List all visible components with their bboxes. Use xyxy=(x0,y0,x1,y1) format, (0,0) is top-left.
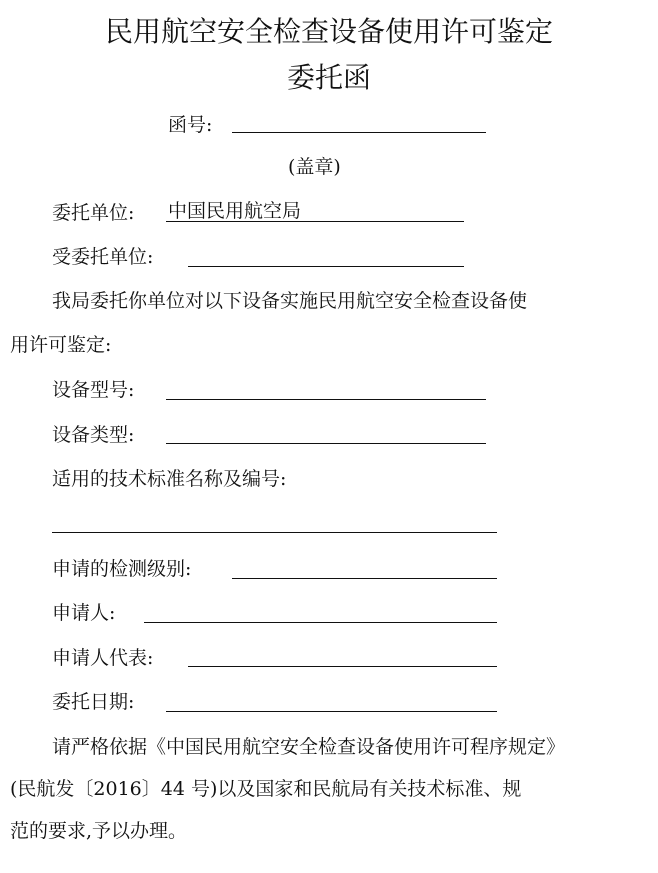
client-label: 委托单位: xyxy=(52,202,135,224)
intro-line1: 我局委托你单位对以下设备实施民用航空安全检查设备使 xyxy=(52,290,528,312)
model-field[interactable] xyxy=(166,399,486,400)
seal-note: (盖章) xyxy=(288,156,341,178)
level-field[interactable] xyxy=(232,578,497,579)
type-field[interactable] xyxy=(166,443,486,444)
document-title-line2: 委托函 xyxy=(286,61,371,94)
model-label: 设备型号: xyxy=(52,379,135,401)
document-title-line1: 民用航空安全检查设备使用许可鉴定 xyxy=(104,15,553,48)
standard-field[interactable] xyxy=(52,532,497,533)
client-value: 中国民用航空局 xyxy=(168,200,302,222)
representative-field[interactable] xyxy=(188,666,497,667)
applicant-label: 申请人: xyxy=(52,602,116,624)
closing-line1: 请严格依据《中国民用航空安全检查设备使用许可程序规定》 xyxy=(52,736,566,758)
standard-label: 适用的技术标准名称及编号: xyxy=(52,468,287,490)
letter-no-label: 函号: xyxy=(168,114,213,136)
closing-line3: 范的要求,予以办理。 xyxy=(10,820,188,842)
contractor-field[interactable] xyxy=(188,266,464,267)
client-field[interactable] xyxy=(166,221,464,222)
date-field[interactable] xyxy=(166,711,497,712)
applicant-field[interactable] xyxy=(144,622,497,623)
contractor-label: 受委托单位: xyxy=(52,246,154,268)
closing-line2: (民航发〔2016〕44 号)以及国家和民航局有关技术标准、规 xyxy=(10,778,522,800)
letter-no-field[interactable] xyxy=(232,132,486,133)
type-label: 设备类型: xyxy=(52,424,135,446)
level-label: 申请的检测级别: xyxy=(52,558,192,580)
date-label: 委托日期: xyxy=(52,691,135,713)
intro-line2: 用许可鉴定: xyxy=(10,334,112,356)
representative-label: 申请人代表: xyxy=(52,647,154,669)
